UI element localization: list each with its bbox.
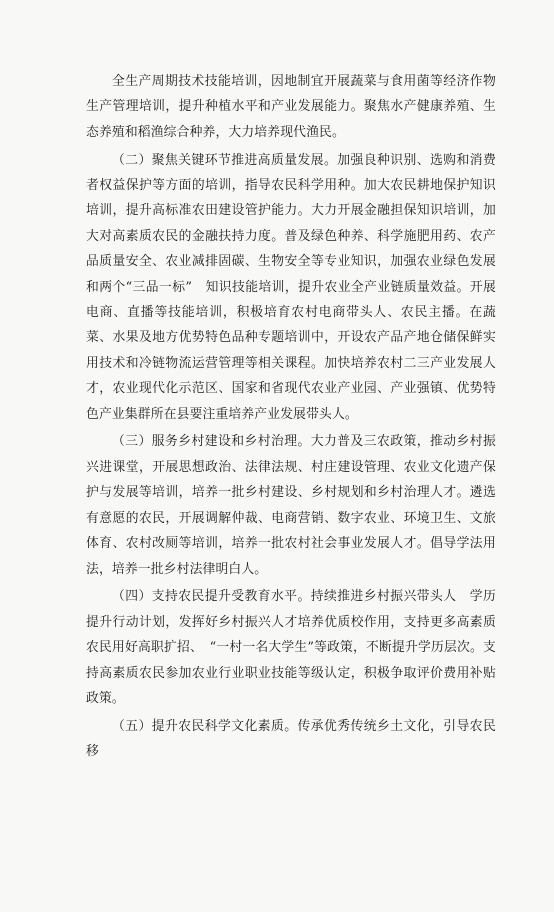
paragraph-section-5: （五）提升农民科学文化素质。传承优秀传统乡土文化，引导农民移 — [86, 718, 496, 760]
paragraph-section-3: （三）服务乡村建设和乡村治理。大力普及三农政策，推动乡村振兴进课堂，开展思想政治、法律法规、村庄建设管理、农业文化遗产保护与发展等培训，培养一批乡村建设、乡村规划和乡村治理人才。遴选有意愿的农民，开展调解仲裁、电商营销、数字农业、环境卫生、文旅体育、农村改厕等培训，培养一批农村社会事业发展人才。倡导学法用法，培养一批乡村法律明白人。 — [86, 434, 496, 577]
paragraph-continuation: 全生产周期技术技能培训，因地制宜开展蔬菜与食用菌等经济作物生产管理培训，提升种植水平和产业发展能力。聚焦水产健康养殖、生态养殖和稻渔综合种养，大力培养现代渔民。 — [86, 74, 496, 140]
paragraph-section-2: （二）聚焦关键环节推进高质量发展。加强良种识别、选购和消费者权益保护等方面的培训，指导农民科学用种。加大农民耕地保护知识培训，提升高标准农田建设管护能力。大力开展金融担保知识培训，加大对高素质农民的金融扶持力度。普及绿色种养、科学施肥用药、农产品质量安全、农业减排固碳、生物安全等专业知识，加强农业绿色发展和两个“三品一标” 知识技能培训，提升农业全产业链质量效益。开展电商、直播等技能培训，积极培育农村电商带头人、农民主播。在蔬菜、水果及地方优势特色品种专题培训中，开设农产品产地仓储保鲜实用技术和冷链物流运营管理等相关课程。加快培养农村二三产业发展人才，农业现代化示范区、国家和省现代农业产业园、产业强镇、优势特色产业集群所在县要注重培养产业发展带头人。 — [86, 152, 496, 422]
document-body — [86, 69, 496, 765]
paragraph-section-4: （四）支持农民提升受教育水平。持续推进乡村振兴带头人 学历提升行动计划，发挥好乡村振兴人才培养优质校作用，支持更多高素质农民用好高职扩招、 “一村一名大学生”等政策，不断提升学历层次。支持高素质农民参加农业行业职业技能等级认定，积极争取评价费用补贴政策。 — [86, 589, 496, 706]
